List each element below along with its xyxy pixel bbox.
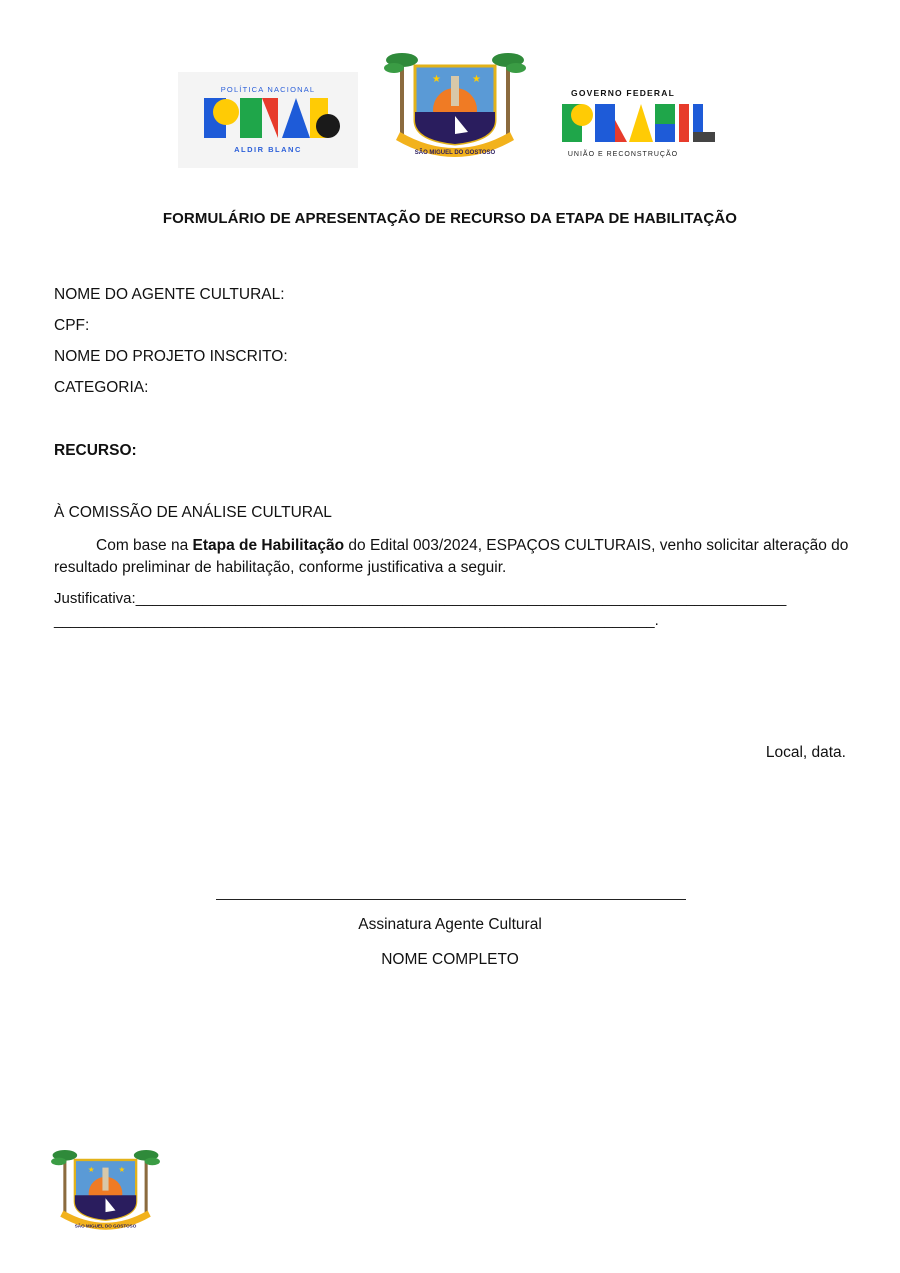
governo-federal-logo	[557, 80, 722, 160]
pnab-bottom-text: ALDIR BLANC	[234, 145, 302, 154]
footer-crest-ribbon-text: SÃO MIGUEL DO GOSTOSO	[74, 1223, 137, 1229]
signature-line	[216, 899, 686, 900]
body-suffix: do Edital 003/2024, ESPAÇOS CULTURAIS, venho solicitar alteração do resultado preliminar de habilitação, conforme justificativa a seguir.	[54, 537, 849, 576]
svg-text:★: ★	[472, 74, 481, 85]
cpf-field: CPF:	[54, 317, 90, 334]
pnab-logo	[178, 72, 358, 168]
uniao-reconstrucao-text: UNIÃO E RECONSTRUÇÃO	[567, 151, 679, 158]
body-paragraph	[54, 535, 849, 579]
crest-ribbon-text: SÃO MIGUEL DO GOSTOSO	[414, 150, 496, 156]
signature-label: Assinatura Agente Cultural	[358, 916, 542, 933]
footer-crest-logo	[48, 1140, 163, 1232]
svg-text:★: ★	[432, 74, 441, 85]
governo-federal-text: GOVERNO FEDERAL	[571, 88, 675, 98]
body-prefix: Com base na	[96, 537, 193, 554]
agent-name-field: NOME DO AGENTE CULTURAL:	[54, 286, 285, 303]
justification-label: Justificativa:	[54, 590, 136, 607]
svg-text:★: ★	[87, 1165, 95, 1175]
signature-name: NOME COMPLETO	[381, 951, 519, 968]
body-bold-term: Etapa de Habilitação	[192, 537, 345, 554]
header-logos	[0, 0, 900, 180]
pnab-top-text: POLÍTICA NACIONAL	[220, 85, 316, 94]
form-title: FORMULÁRIO DE APRESENTAÇÃO DE RECURSO DA ETAPA DE HABILITAÇÃO	[162, 210, 738, 227]
project-name-field: NOME DO PROJETO INSCRITO:	[54, 348, 288, 365]
category-field: CATEGORIA:	[54, 379, 149, 396]
justification-line-1	[54, 590, 786, 607]
justification-blank-1: ______________________________________________________________________________	[135, 590, 787, 607]
svg-text:★: ★	[118, 1165, 126, 1175]
place-date: Local, data.	[765, 744, 846, 761]
recurso-heading: RECURSO:	[54, 442, 137, 459]
city-crest-logo	[380, 40, 530, 160]
justification-blank-2: ________________________________________________________________________.	[54, 612, 659, 629]
addressee-line: À COMISSÃO DE ANÁLISE CULTURAL	[54, 504, 332, 521]
